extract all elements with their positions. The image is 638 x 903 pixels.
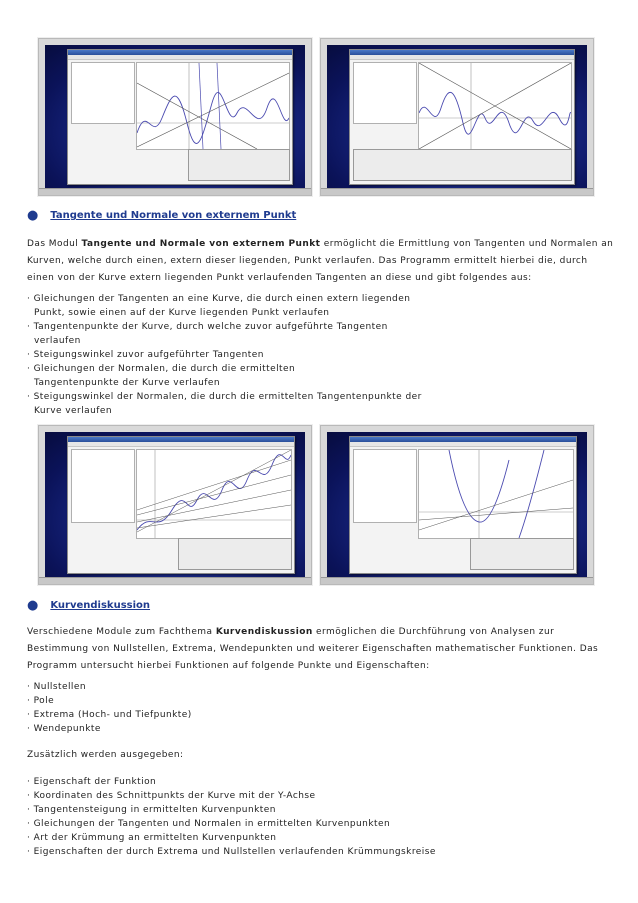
section-heading-kurvendiskussion xyxy=(27,597,151,613)
screenshot-tangent-1 xyxy=(38,38,312,196)
list-item: · Eigenschaft der Funktion xyxy=(27,777,157,787)
list-item: · Pole xyxy=(27,696,55,706)
list-item: · Tangentenpunkte der Kurve, durch welche zuvor aufgeführte Tangenten xyxy=(27,322,388,332)
bullet-icon: ● xyxy=(27,207,39,223)
extra-label-text: Zusätzlich werden ausgegeben: xyxy=(27,750,184,760)
list-item: · Extrema (Hoch- und Tiefpunkte) xyxy=(27,710,192,720)
list-extra xyxy=(27,775,617,859)
bold-term-tangente: Tangente und Normale von externem Punkt xyxy=(81,239,321,249)
list-item-cont: Punkt, sowie einen auf der Kurve liegenden Punkt verlaufen xyxy=(34,308,330,318)
bullet-icon: ● xyxy=(27,597,39,613)
list-item: · Gleichungen der Normalen, die durch die ermittelten xyxy=(27,364,296,374)
list-item: · Nullstellen xyxy=(27,682,87,692)
list-item: · Steigungswinkel der Normalen, die durch die ermittelten Tangentenpunkte der xyxy=(27,392,422,402)
paragraph-tangente: Das Modul Tangente und Normale von externem Punkt ermöglicht die Ermittlung von Tangenten und Normalen an Kurven, welche durch einen, extern dieser liegenden, Punkt verlaufen. Das Programm ermittelt hierbei die, durch einen von der Kurve extern liegenden Punkt verlaufenden Tangenten an diese und gibt folgendes aus: xyxy=(27,239,614,283)
list-item: · Gleichungen der Tangenten an eine Kurve, die durch einen extern liegenden xyxy=(27,294,411,304)
list-item-cont: Kurve verlaufen xyxy=(34,406,113,416)
link-kurvendiskussion[interactable]: Kurvendiskussion xyxy=(50,600,151,611)
list-item: · Wendepunkte xyxy=(27,724,101,734)
screenshot-tangent-4 xyxy=(320,425,594,585)
list-item-cont: Tangentenpunkte der Kurve verlaufen xyxy=(34,378,221,388)
list-item: · Eigenschaften der durch Extrema und Nullstellen verlaufenden Krümmungskreise xyxy=(27,847,436,857)
list-item-cont: verlaufen xyxy=(34,336,81,346)
list-kurvendiskussion xyxy=(27,680,617,736)
paragraph-kurvendiskussion: Verschiedene Module zum Fachthema Kurvendiskussion ermöglichen die Durchführung von Analysen zur Bestimmung von Nullstellen, Extrema, Wendepunkten und weiterer Eigenschaften mathematischer Funktionen. Das Programm untersucht hierbei Funktionen auf folgende Punkte und Eigenschaften: xyxy=(27,627,599,671)
section-heading-tangente xyxy=(27,207,297,223)
list-item: · Tangentensteigung in ermittelten Kurvenpunkten xyxy=(27,805,276,815)
screenshot-tangent-2 xyxy=(320,38,594,196)
bold-term-kurvendiskussion: Kurvendiskussion xyxy=(215,627,313,637)
list-item: · Gleichungen der Tangenten und Normalen in ermittelten Kurvenpunkten xyxy=(27,819,391,829)
link-tangente[interactable]: Tangente und Normale von externem Punkt xyxy=(50,210,297,221)
list-item: · Art der Krümmung an ermittelten Kurvenpunkten xyxy=(27,833,277,843)
list-tangente xyxy=(27,292,617,418)
list-item: · Koordinaten des Schnittpunkts der Kurve mit der Y-Achse xyxy=(27,791,316,801)
extra-label xyxy=(27,748,617,762)
screenshot-tangent-3 xyxy=(38,425,312,585)
list-item: · Steigungswinkel zuvor aufgeführter Tangenten xyxy=(27,350,264,360)
